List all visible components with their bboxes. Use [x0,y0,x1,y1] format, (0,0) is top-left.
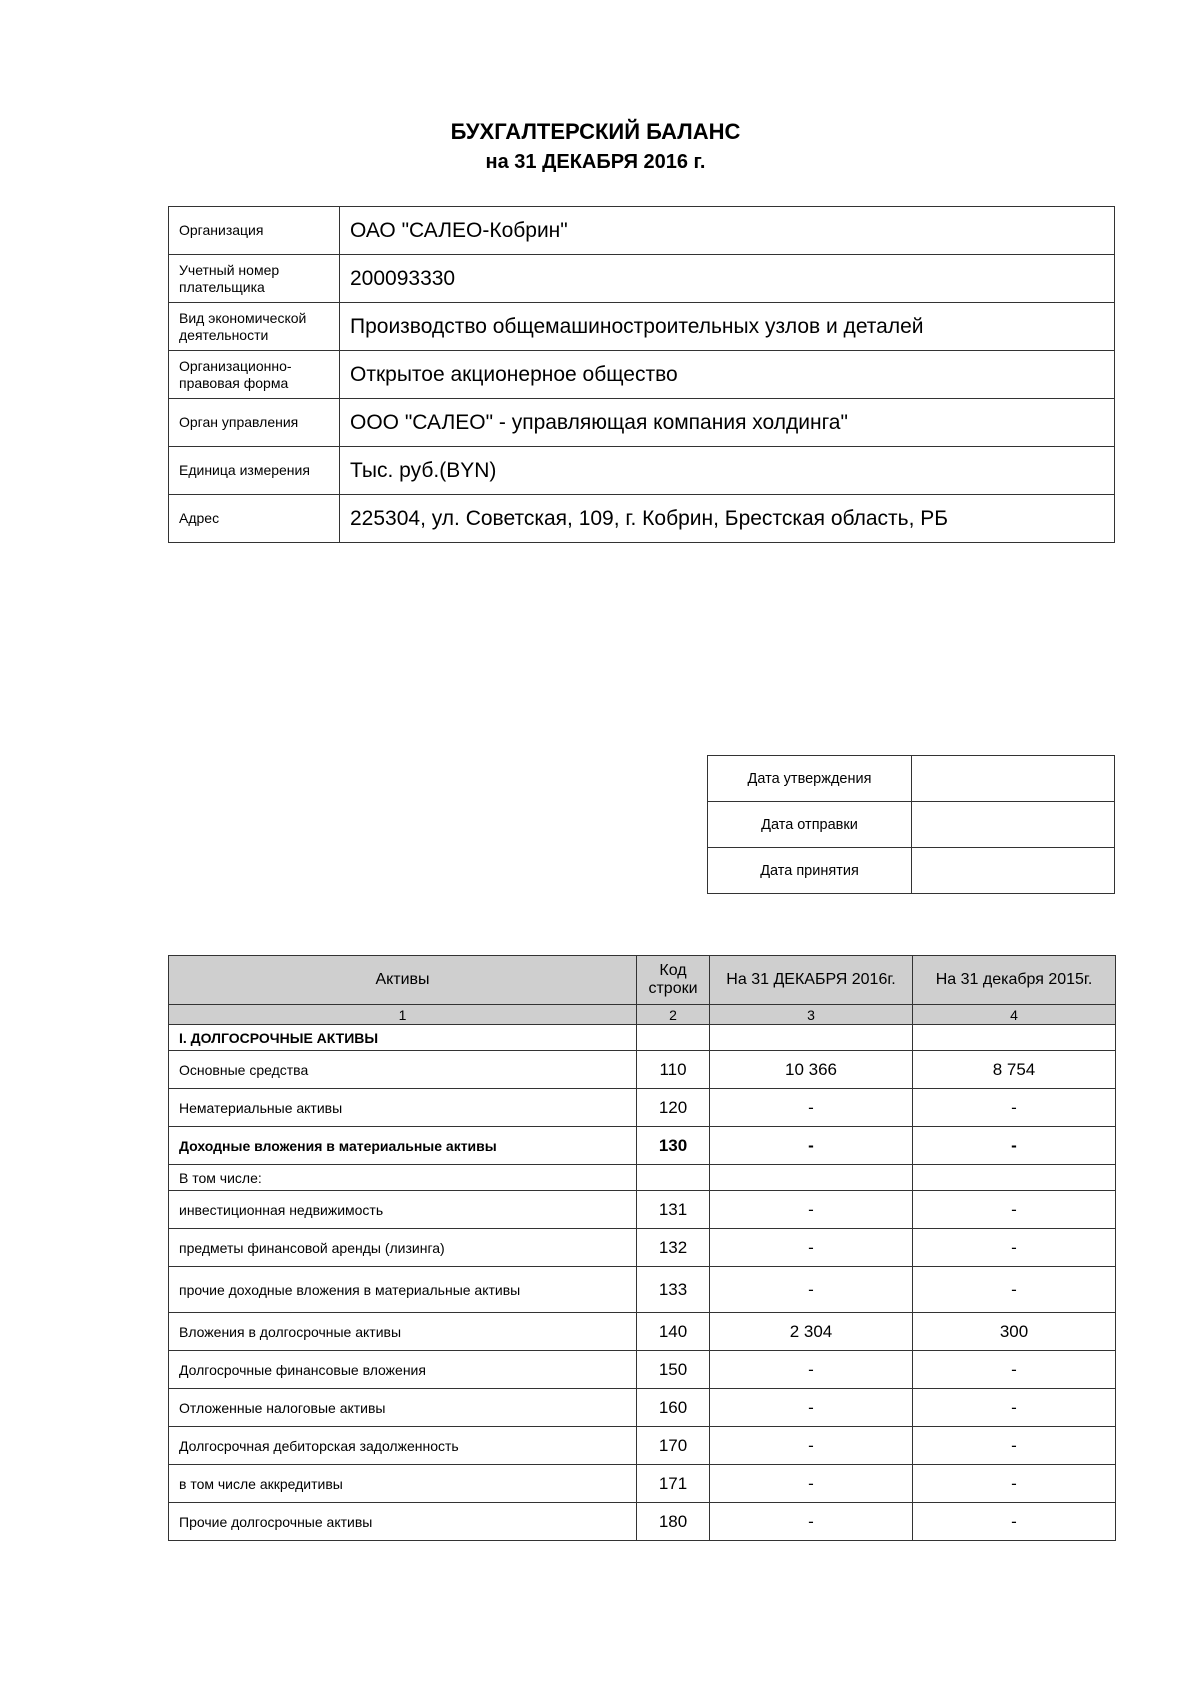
date-value [912,802,1115,848]
value-2016: - [710,1503,913,1541]
empty-cell [710,1025,913,1051]
table-row [169,1051,1116,1089]
row-name: Основные средства [169,1051,637,1089]
row-code: 180 [637,1503,710,1541]
empty-cell [637,1025,710,1051]
row-name: инвестиционная недвижимость [169,1191,637,1229]
section-row [169,1025,1116,1051]
info-label: Организационно-правовая форма [169,351,340,399]
row-name: прочие доходные вложения в материальные активы [169,1267,637,1313]
info-label: Учетный номер плательщика [169,255,340,303]
table-row [169,1503,1116,1541]
value-2016: - [710,1089,913,1127]
table-row [169,1165,1116,1191]
column-number: 1 [169,1005,637,1025]
table-row [169,1191,1116,1229]
info-label: Организация [169,207,340,255]
row-code: 132 [637,1229,710,1267]
value-2015: - [913,1127,1116,1165]
value-2015: - [913,1229,1116,1267]
document-subtitle: на 31 ДЕКАБРЯ 2016 г. [485,151,706,173]
table-row [169,1267,1116,1313]
value-2015: - [913,1351,1116,1389]
date-value [912,848,1115,894]
value-2016: - [710,1427,913,1465]
info-row-address [169,495,1115,543]
organization-info-table [168,206,1115,543]
column-header-2015: На 31 декабря 2015г. [913,956,1116,1005]
value-2015: - [913,1427,1116,1465]
info-value: 225304, ул. Советская, 109, г. Кобрин, Брестская область, РБ [340,495,1115,543]
column-number: 3 [710,1005,913,1025]
value-2016: - [710,1191,913,1229]
column-header-2016: На 31 ДЕКАБРЯ 2016г. [710,956,913,1005]
table-row [169,1089,1116,1127]
column-header-assets: Активы [169,956,637,1005]
table-row [169,1427,1116,1465]
value-2016: - [710,1229,913,1267]
value-2015: 300 [913,1313,1116,1351]
value-2015: - [913,1089,1116,1127]
row-name: Доходные вложения в материальные активы [169,1127,637,1165]
date-label: Дата отправки [708,802,912,848]
row-code: 120 [637,1089,710,1127]
table-row [169,1389,1116,1427]
table-row [169,1351,1116,1389]
info-value: ООО "САЛЕО" - управляющая компания холдинга" [340,399,1115,447]
info-row-taxpayer-number [169,255,1115,303]
info-label: Единица измерения [169,447,340,495]
value-2015: - [913,1389,1116,1427]
value-2016: - [710,1267,913,1313]
info-label: Орган управления [169,399,340,447]
balance-table [168,955,1116,1541]
row-name: Нематериальные активы [169,1089,637,1127]
value-2015: - [913,1465,1116,1503]
value-2015: 8 754 [913,1051,1116,1089]
row-name: Вложения в долгосрочные активы [169,1313,637,1351]
row-code: 171 [637,1465,710,1503]
info-value: 200093330 [340,255,1115,303]
column-number: 4 [913,1005,1116,1025]
info-value: Открытое акционерное общество [340,351,1115,399]
row-name: предметы финансовой аренды (лизинга) [169,1229,637,1267]
column-numbers-row [169,1005,1116,1025]
row-name: Отложенные налоговые активы [169,1389,637,1427]
info-value: Производство общемашиностроительных узлов и деталей [340,303,1115,351]
date-row-approval [708,756,1115,802]
value-2016: - [710,1351,913,1389]
info-label: Адрес [169,495,340,543]
section-title: I. ДОЛГОСРОЧНЫЕ АКТИВЫ [169,1025,637,1051]
info-row-organization [169,207,1115,255]
row-name: в том числе аккредитивы [169,1465,637,1503]
balance-header-row [169,956,1116,1005]
dates-table [707,755,1115,894]
table-row [169,1313,1116,1351]
row-code: 110 [637,1051,710,1089]
date-row-sent [708,802,1115,848]
date-row-accepted [708,848,1115,894]
value-2016: - [710,1389,913,1427]
row-name: Прочие долгосрочные активы [169,1503,637,1541]
info-row-activity [169,303,1115,351]
row-code: 130 [637,1127,710,1165]
info-row-management [169,399,1115,447]
row-name: Долгосрочная дебиторская задолженность [169,1427,637,1465]
info-value: ОАО "САЛЕО-Кобрин" [340,207,1115,255]
value-2015: - [913,1191,1116,1229]
row-code: 131 [637,1191,710,1229]
date-value [912,756,1115,802]
document-title: БУХГАЛТЕРСКИЙ БАЛАНС [450,119,741,144]
row-name: Долгосрочные финансовые вложения [169,1351,637,1389]
table-row [169,1465,1116,1503]
info-row-unit [169,447,1115,495]
table-row [169,1127,1116,1165]
row-code [637,1165,710,1191]
row-code: 160 [637,1389,710,1427]
value-2016: - [710,1465,913,1503]
table-row [169,1229,1116,1267]
value-2015: - [913,1267,1116,1313]
info-value: Тыс. руб.(BYN) [340,447,1115,495]
row-code: 150 [637,1351,710,1389]
value-2016: - [710,1127,913,1165]
empty-cell [913,1025,1116,1051]
value-2015 [913,1165,1116,1191]
value-2015: - [913,1503,1116,1541]
info-row-legal-form [169,351,1115,399]
row-code: 140 [637,1313,710,1351]
date-label: Дата принятия [708,848,912,894]
info-label: Вид экономической деятельности [169,303,340,351]
row-name: В том числе: [169,1165,637,1191]
value-2016: 10 366 [710,1051,913,1089]
row-code: 133 [637,1267,710,1313]
column-header-code: Код строки [637,956,710,1005]
value-2016: 2 304 [710,1313,913,1351]
date-label: Дата утверждения [708,756,912,802]
column-number: 2 [637,1005,710,1025]
row-code: 170 [637,1427,710,1465]
value-2016 [710,1165,913,1191]
